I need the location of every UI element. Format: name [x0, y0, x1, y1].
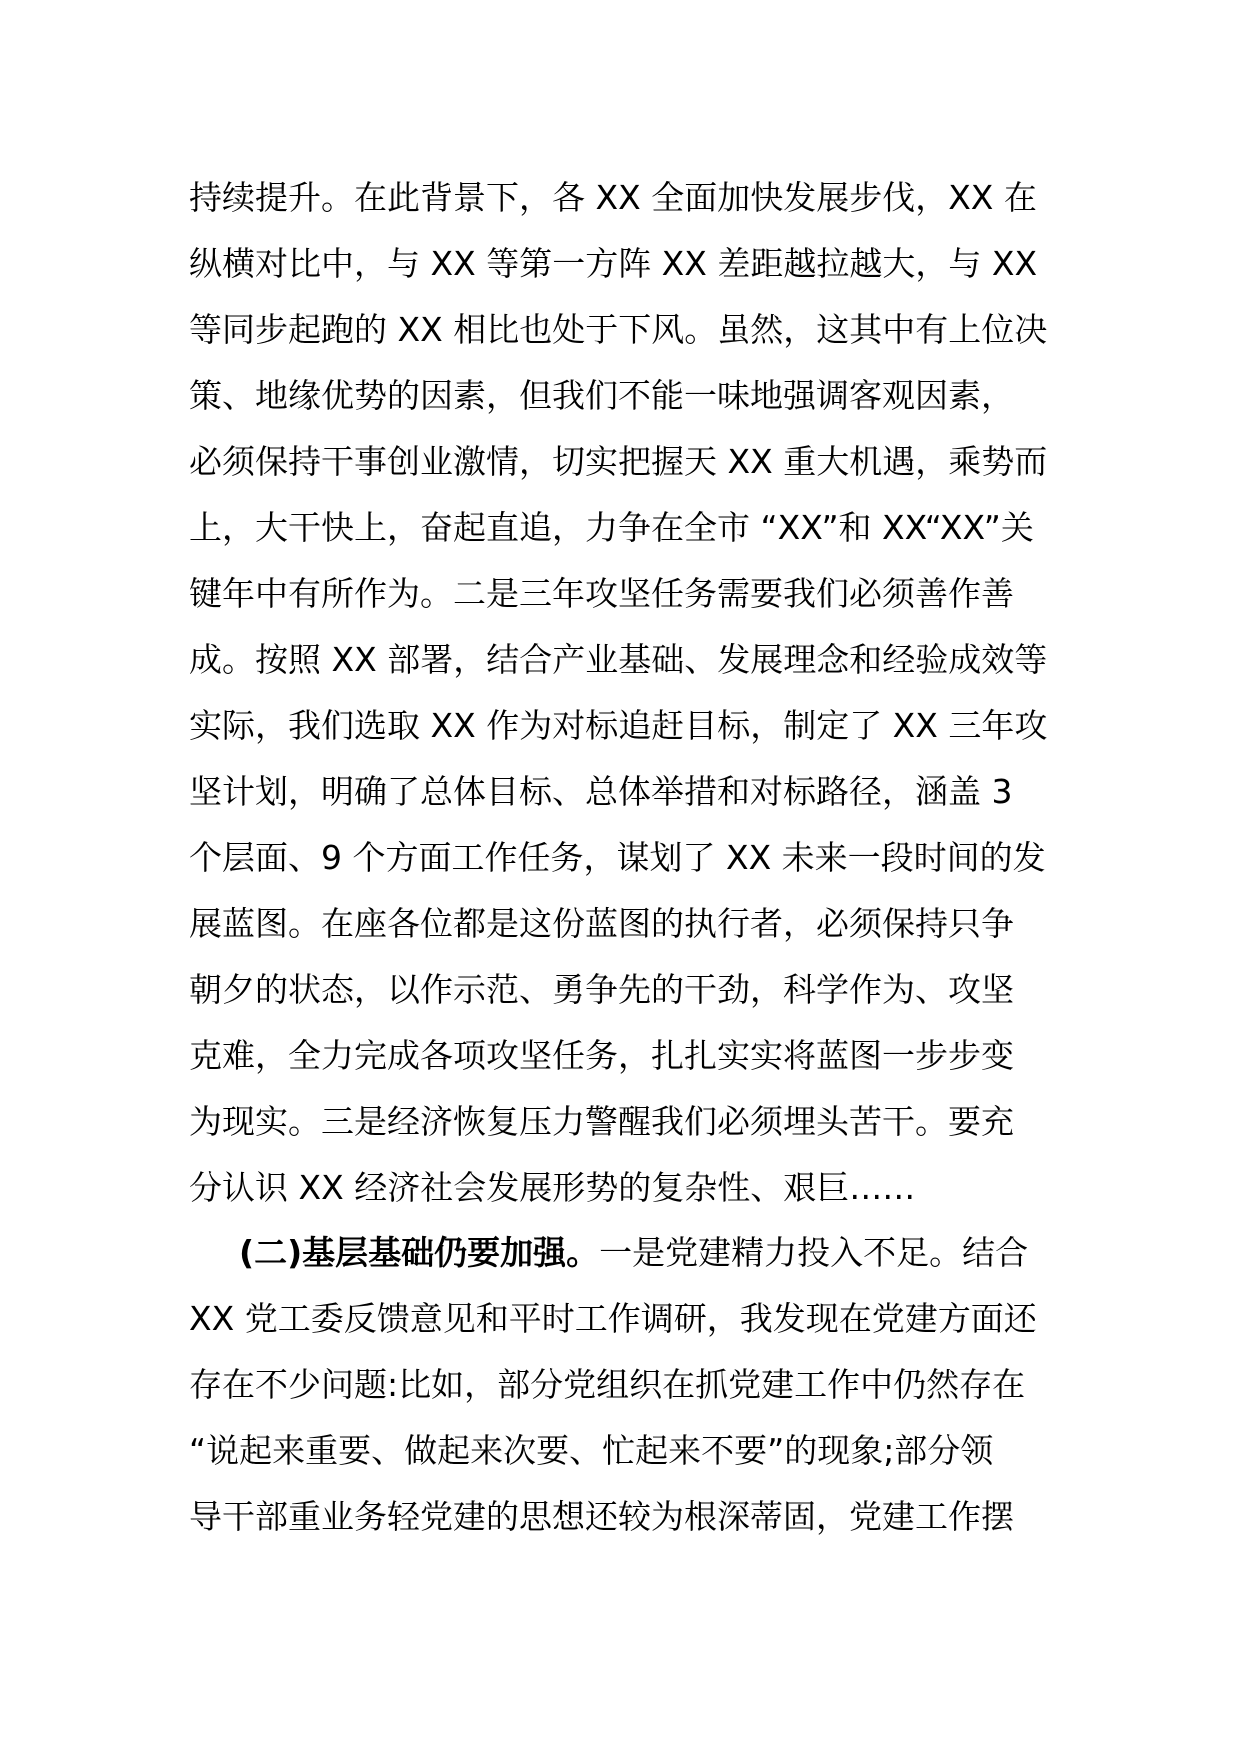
text-line: 展蓝图。在座各位都是这份蓝图的执行者，必须保持只争 — [189, 904, 1014, 943]
text-line: 策、地缘优势的因素，但我们不能一味地强调客观因素， — [189, 376, 1014, 415]
text-line: 等同步起跑的 XX 相比也处于下风。虽然，这其中有上位决 — [189, 310, 1048, 349]
text-line: 存在不少问题:比如，部分党组织在抓党建工作中仍然存在 — [189, 1365, 1026, 1404]
text-line: 导干部重业务轻党建的思想还较为根深蒂固，党建工作摆 — [189, 1497, 1014, 1536]
paragraph-2 — [189, 1220, 1059, 1550]
text-line: XX 党工委反馈意见和平时工作调研，我发现在党建方面还 — [189, 1299, 1037, 1338]
section-heading: (二)基层基础仍要加强。 — [239, 1233, 600, 1272]
text-line: 必须保持干事创业激情，切实把握天 XX 重大机遇，乘势而 — [189, 442, 1048, 481]
text-line: 实际，我们选取 XX 作为对标追赶目标，制定了 XX 三年攻 — [189, 706, 1048, 745]
text-line: 朝夕的状态，以作示范、勇争先的干劲，科学作为、攻坚 — [189, 970, 1014, 1009]
text-line: 分认识 XX 经济社会发展形势的复杂性、艰巨…… — [189, 1168, 916, 1207]
text-line: 纵横对比中，与 XX 等第一方阵 XX 差距越拉越大，与 XX — [189, 244, 1038, 283]
text-line: 持续提升。在此背景下，各 XX 全面加快发展步伐，XX 在 — [189, 178, 1037, 217]
text-line: 坚计划，明确了总体目标、总体举措和对标路径，涵盖 3 — [189, 772, 1013, 811]
text-run: 一是党建精力投入不足。结合 — [599, 1233, 1029, 1272]
text-line: 成。按照 XX 部署，结合产业基础、发展理念和经验成效等 — [189, 640, 1048, 679]
paragraph-2-first-line — [189, 1220, 1059, 1286]
text-line: 上，大干快上，奋起直追，力争在全市 “XX”和 XX“XX”关 — [189, 508, 1034, 547]
text-line: “说起来重要、做起来次要、忙起来不要”的现象;部分领 — [189, 1431, 994, 1470]
text-line: 键年中有所作为。二是三年攻坚任务需要我们必须善作善 — [189, 574, 1014, 613]
paragraph-1 — [189, 165, 1059, 1221]
text-line: 个层面、9 个方面工作任务，谋划了 XX 未来一段时间的发 — [189, 838, 1046, 877]
text-line: 克难，全力完成各项攻坚任务，扎扎实实将蓝图一步步变 — [189, 1036, 1014, 1075]
text-line: 为现实。三是经济恢复压力警醒我们必须埋头苦干。要充 — [189, 1102, 1014, 1141]
